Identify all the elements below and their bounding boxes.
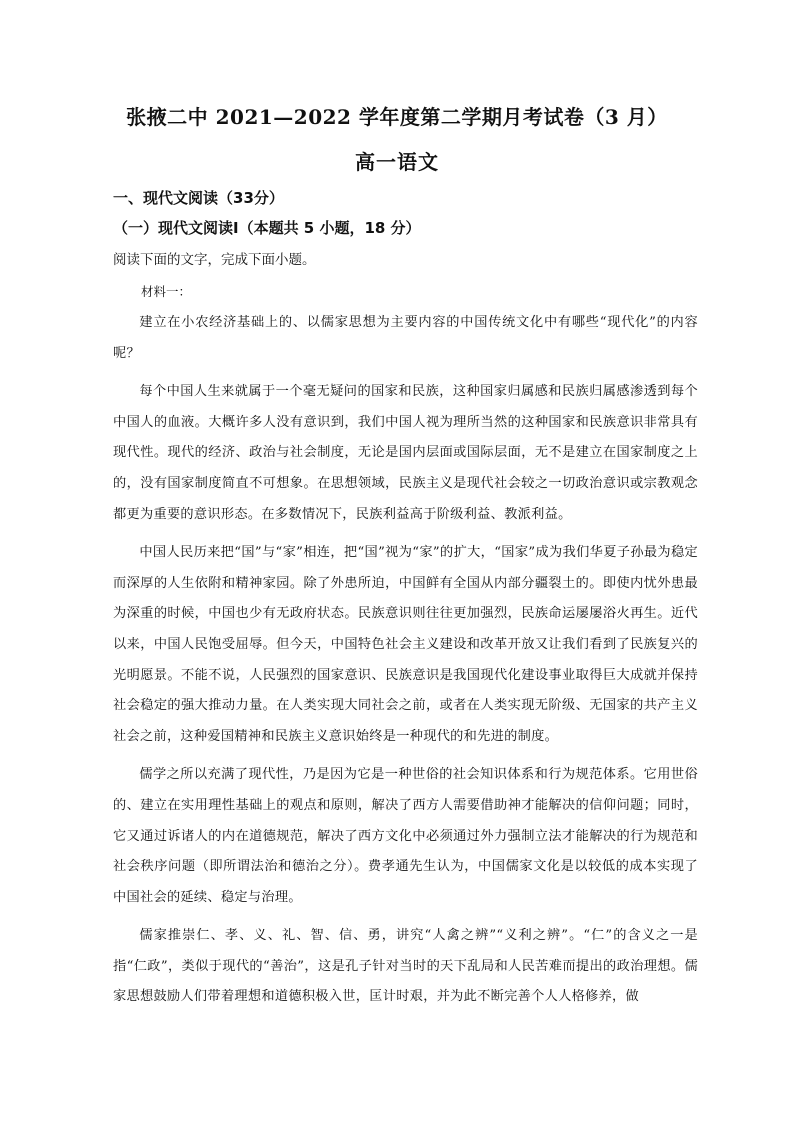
paragraph: 建立在小农经济基础上的、以儒家思想为主要内容的中国传统文化中有哪些“现代化”的内容呢？ xyxy=(113,315,698,361)
section-heading: 一、现代文阅读（33分） xyxy=(113,189,284,207)
paragraph: 每个中国人生来就属于一个毫无疑问的国家和民族，这种国家归属感和民族归属感渗透到每个中国人的血液。大概许多人没有意识到，我们中国人视为理所当然的这种国家和民族意识非常具有现代性。现代的经济、政治与社会制度，无论是国内层面或国际层面，无不是建立在国家制度之上的，没有国家制度简直不可想象。在思想领域，民族主义是现代社会较之一切政治意识或宗教观念都更为重要的意识形态。在多数情况下，民族利益高于阶级利益、教派利益。 xyxy=(113,384,698,522)
reading-instruction: 阅读下面的文字，完成下面小题。 xyxy=(113,252,316,268)
material-label: 材料一： xyxy=(141,284,192,299)
reading-passage xyxy=(113,308,698,1013)
paragraph: 儒家推崇仁、孝、义、礼、智、信、勇，讲究“人禽之辨”“义利之辨”。“仁”的含义之一是指“仁政”，类似于现代的“善治”，这是孔子针对当时的天下乱局和人民苦难而提出的政治理想。儒家思想鼓励人们带着理想和道德积极入世，匡计时艰，并为此不断完善个人人格修养，做 xyxy=(113,928,698,1005)
paragraph: 中国人民历来把“国”与“家”相连，把“国”视为“家”的扩大，“国家”成为我们华夏子孙最为稳定而深厚的人生依附和精神家园。除了外患所迫，中国鲜有全国从内部分疆裂土的。即使内忧外患最为深重的时候，中国也少有无政府状态。民族意识则往往更加强烈，民族命运屡屡浴火再生。近代以来，中国人民饱受屈辱。但今天，中国特色社会主义建设和改革开放又让我们看到了民族复兴的光明愿景。不能不说，人民强烈的国家意识、民族意识是我国现代化建设事业取得巨大成就并保持社会稳定的强大推动力量。在人类实现大同社会之前，或者在人类实现无阶级、无国家的共产主义社会之前，这种爱国精神和民族主义意识始终是一种现代的和先进的制度。 xyxy=(113,545,698,744)
paragraph: 儒学之所以充满了现代性，乃是因为它是一种世俗的社会知识体系和行为规范体系。它用世俗的、建立在实用理性基础上的观点和原则，解决了西方人需要借助神才能解决的信仰问题；同时，它又通过诉诸人的内在道德规范，解决了西方文化中必须通过外力强制立法才能解决的行为规范和社会秩序问题（即所谓法治和德治之分）。费孝通先生认为，中国儒家文化是以较低的成本实现了中国社会的延续、稳定与治理。 xyxy=(113,767,698,905)
subsection-heading: （一）现代文阅读Ⅰ（本题共 5 小题，18 分） xyxy=(113,219,421,237)
exam-title: 张掖二中 2021—2022 学年度第二学期月考试卷（3 月） xyxy=(126,105,668,129)
exam-subject: 高一语文 xyxy=(355,150,439,174)
